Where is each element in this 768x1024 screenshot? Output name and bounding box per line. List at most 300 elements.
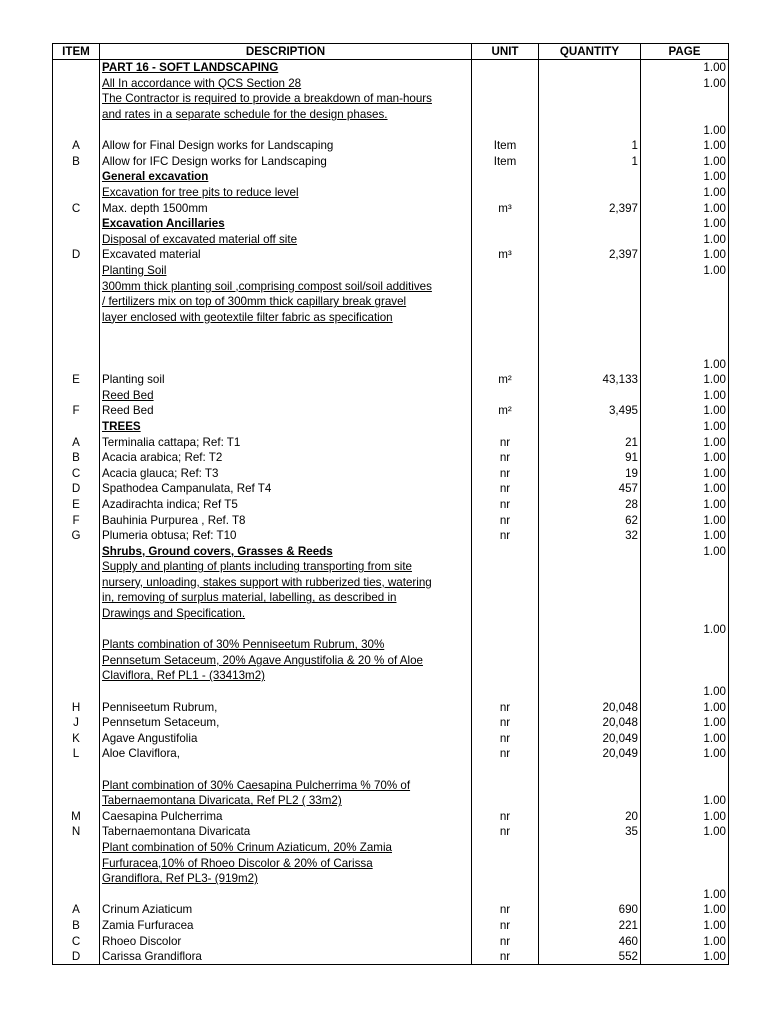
quantity-cell: 2,397 bbox=[539, 200, 641, 216]
table-row bbox=[53, 590, 729, 606]
quantity-cell bbox=[539, 777, 641, 793]
quantity-cell bbox=[539, 419, 641, 435]
item-cell bbox=[53, 185, 100, 201]
item-cell bbox=[53, 637, 100, 653]
item-cell bbox=[53, 886, 100, 902]
description-cell: Supply and planting of plants including transporting from site bbox=[100, 559, 472, 575]
unit-cell bbox=[472, 840, 539, 856]
item-cell bbox=[53, 777, 100, 793]
item-cell: G bbox=[53, 528, 100, 544]
item-cell bbox=[53, 575, 100, 591]
item-cell bbox=[53, 91, 100, 107]
description-cell: nursery, unloading, stakes support with rubberized ties, watering bbox=[100, 575, 472, 591]
item-cell bbox=[53, 668, 100, 684]
page-cell: 1.00 bbox=[641, 76, 729, 92]
page-cell: 1.00 bbox=[641, 154, 729, 170]
unit-cell bbox=[472, 263, 539, 279]
table-row bbox=[53, 731, 729, 747]
quantity-cell bbox=[539, 356, 641, 372]
quantity-cell bbox=[539, 575, 641, 591]
quantity-cell bbox=[539, 76, 641, 92]
unit-cell bbox=[472, 341, 539, 357]
page-cell: 1.00 bbox=[641, 731, 729, 747]
description-cell: Reed Bed bbox=[100, 403, 472, 419]
description-cell bbox=[100, 886, 472, 902]
unit-cell: m³ bbox=[472, 247, 539, 263]
description-cell: Excavation for tree pits to reduce level bbox=[100, 185, 472, 201]
description-cell: General excavation bbox=[100, 169, 472, 185]
description-cell: Rhoeo Discolor bbox=[100, 933, 472, 949]
table-row bbox=[53, 403, 729, 419]
description-cell: Penniseetum Rubrum, bbox=[100, 699, 472, 715]
table-row bbox=[53, 855, 729, 871]
quantity-cell: 20,048 bbox=[539, 699, 641, 715]
page-cell bbox=[641, 341, 729, 357]
page-cell bbox=[641, 637, 729, 653]
page-cell: 1.00 bbox=[641, 169, 729, 185]
page-cell: 1.00 bbox=[641, 247, 729, 263]
item-cell: C bbox=[53, 465, 100, 481]
quantity-cell bbox=[539, 185, 641, 201]
header-page: PAGE bbox=[641, 44, 729, 60]
item-cell bbox=[53, 762, 100, 778]
description-cell: Planting soil bbox=[100, 372, 472, 388]
header-item: ITEM bbox=[53, 44, 100, 60]
item-cell: K bbox=[53, 731, 100, 747]
page-cell bbox=[641, 871, 729, 887]
page-cell: 1.00 bbox=[641, 528, 729, 544]
page-cell: 1.00 bbox=[641, 933, 729, 949]
item-cell bbox=[53, 263, 100, 279]
description-cell: in, removing of surplus material, labelling, as described in bbox=[100, 590, 472, 606]
unit-cell bbox=[472, 543, 539, 559]
quantity-cell bbox=[539, 263, 641, 279]
description-cell: Allow for Final Design works for Landscaping bbox=[100, 138, 472, 154]
table-row bbox=[53, 169, 729, 185]
table-row bbox=[53, 512, 729, 528]
item-cell: D bbox=[53, 247, 100, 263]
unit-cell: Item bbox=[472, 138, 539, 154]
item-cell: C bbox=[53, 200, 100, 216]
quantity-cell: 2,397 bbox=[539, 247, 641, 263]
item-cell bbox=[53, 653, 100, 669]
item-cell bbox=[53, 387, 100, 403]
table-row bbox=[53, 122, 729, 138]
item-cell: B bbox=[53, 154, 100, 170]
table-row bbox=[53, 699, 729, 715]
table-row bbox=[53, 325, 729, 341]
quantity-cell bbox=[539, 325, 641, 341]
description-cell: Acacia glauca; Ref: T3 bbox=[100, 465, 472, 481]
description-cell: Excavation Ancillaries bbox=[100, 216, 472, 232]
description-cell: Plant combination of 50% Crinum Aziaticum, 20% Zamia bbox=[100, 840, 472, 856]
page-cell bbox=[641, 653, 729, 669]
description-cell: Carissa Grandiflora bbox=[100, 949, 472, 965]
unit-cell: nr bbox=[472, 731, 539, 747]
page-cell: 1.00 bbox=[641, 122, 729, 138]
description-cell: PART 16 - SOFT LANDSCAPING bbox=[100, 60, 472, 76]
table-row bbox=[53, 933, 729, 949]
table-row bbox=[53, 434, 729, 450]
item-cell: C bbox=[53, 933, 100, 949]
table-row bbox=[53, 200, 729, 216]
item-cell: E bbox=[53, 372, 100, 388]
table-row bbox=[53, 871, 729, 887]
quantity-cell bbox=[539, 543, 641, 559]
item-cell bbox=[53, 871, 100, 887]
quantity-cell bbox=[539, 559, 641, 575]
table-row bbox=[53, 372, 729, 388]
page-cell: 1.00 bbox=[641, 481, 729, 497]
page-cell bbox=[641, 559, 729, 575]
description-cell bbox=[100, 684, 472, 700]
quantity-cell: 28 bbox=[539, 497, 641, 513]
item-cell bbox=[53, 294, 100, 310]
table-row bbox=[53, 138, 729, 154]
unit-cell bbox=[472, 122, 539, 138]
unit-cell bbox=[472, 310, 539, 326]
page-cell: 1.00 bbox=[641, 356, 729, 372]
description-cell bbox=[100, 325, 472, 341]
quantity-cell bbox=[539, 216, 641, 232]
unit-cell: m² bbox=[472, 403, 539, 419]
quantity-cell bbox=[539, 855, 641, 871]
table-row bbox=[53, 824, 729, 840]
unit-cell: nr bbox=[472, 450, 539, 466]
page-cell: 1.00 bbox=[641, 465, 729, 481]
description-cell: All In accordance with QCS Section 28 bbox=[100, 76, 472, 92]
description-cell: Zamia Furfuracea bbox=[100, 918, 472, 934]
description-cell bbox=[100, 122, 472, 138]
description-cell: Tabernaemontana Divaricata bbox=[100, 824, 472, 840]
unit-cell: nr bbox=[472, 949, 539, 965]
item-cell bbox=[53, 107, 100, 123]
table-row bbox=[53, 310, 729, 326]
item-cell: M bbox=[53, 809, 100, 825]
item-cell bbox=[53, 216, 100, 232]
item-cell: L bbox=[53, 746, 100, 762]
item-cell bbox=[53, 169, 100, 185]
unit-cell: nr bbox=[472, 918, 539, 934]
description-cell: Bauhinia Purpurea , Ref. T8 bbox=[100, 512, 472, 528]
description-cell: Drawings and Specification. bbox=[100, 606, 472, 622]
bill-of-quantities-table bbox=[52, 43, 729, 965]
table-row bbox=[53, 419, 729, 435]
quantity-cell: 460 bbox=[539, 933, 641, 949]
quantity-cell bbox=[539, 310, 641, 326]
item-cell bbox=[53, 232, 100, 248]
description-cell: Caesapina Pulcherrima bbox=[100, 809, 472, 825]
description-cell: Acacia arabica; Ref: T2 bbox=[100, 450, 472, 466]
table-row bbox=[53, 575, 729, 591]
description-cell: Furfuracea,10% of Rhoeo Discolor & 20% of Carissa bbox=[100, 855, 472, 871]
unit-cell: Item bbox=[472, 154, 539, 170]
unit-cell: m² bbox=[472, 372, 539, 388]
quantity-cell bbox=[539, 107, 641, 123]
description-cell: Plant combination of 30% Caesapina Pulcherrima % 70% of bbox=[100, 777, 472, 793]
description-cell: Disposal of excavated material off site bbox=[100, 232, 472, 248]
unit-cell bbox=[472, 107, 539, 123]
quantity-cell bbox=[539, 840, 641, 856]
quantity-cell bbox=[539, 341, 641, 357]
item-cell bbox=[53, 122, 100, 138]
table-row bbox=[53, 294, 729, 310]
item-cell bbox=[53, 325, 100, 341]
unit-cell bbox=[472, 793, 539, 809]
page-cell bbox=[641, 606, 729, 622]
table-row bbox=[53, 107, 729, 123]
table-row bbox=[53, 154, 729, 170]
description-cell: and rates in a separate schedule for the design phases. bbox=[100, 107, 472, 123]
unit-cell bbox=[472, 419, 539, 435]
page-cell: 1.00 bbox=[641, 387, 729, 403]
unit-cell bbox=[472, 559, 539, 575]
item-cell bbox=[53, 840, 100, 856]
unit-cell: nr bbox=[472, 933, 539, 949]
unit-cell bbox=[472, 606, 539, 622]
unit-cell: nr bbox=[472, 481, 539, 497]
unit-cell bbox=[472, 621, 539, 637]
page-cell: 1.00 bbox=[641, 746, 729, 762]
item-cell bbox=[53, 60, 100, 76]
page-cell: 1.00 bbox=[641, 715, 729, 731]
unit-cell bbox=[472, 684, 539, 700]
page-cell: 1.00 bbox=[641, 902, 729, 918]
quantity-cell: 690 bbox=[539, 902, 641, 918]
page-cell: 1.00 bbox=[641, 450, 729, 466]
header-quantity: QUANTITY bbox=[539, 44, 641, 60]
description-cell: Plants combination of 30% Penniseetum Rubrum, 30% bbox=[100, 637, 472, 653]
quantity-cell: 21 bbox=[539, 434, 641, 450]
description-cell: Agave Angustifolia bbox=[100, 731, 472, 747]
table-row bbox=[53, 840, 729, 856]
page-cell bbox=[641, 762, 729, 778]
unit-cell bbox=[472, 777, 539, 793]
table-row bbox=[53, 497, 729, 513]
quantity-cell: 552 bbox=[539, 949, 641, 965]
quantity-cell bbox=[539, 91, 641, 107]
unit-cell: nr bbox=[472, 699, 539, 715]
page-cell: 1.00 bbox=[641, 200, 729, 216]
page-cell: 1.00 bbox=[641, 60, 729, 76]
quantity-cell bbox=[539, 871, 641, 887]
description-cell: Plumeria obtusa; Ref: T10 bbox=[100, 528, 472, 544]
quantity-cell bbox=[539, 278, 641, 294]
quantity-cell bbox=[539, 684, 641, 700]
quantity-cell: 62 bbox=[539, 512, 641, 528]
quantity-cell bbox=[539, 122, 641, 138]
description-cell: Grandiflora, Ref PL3- (919m2) bbox=[100, 871, 472, 887]
description-cell: Excavated material bbox=[100, 247, 472, 263]
unit-cell bbox=[472, 278, 539, 294]
description-cell: Pennsetum Setaceum, bbox=[100, 715, 472, 731]
table-row bbox=[53, 450, 729, 466]
page-cell bbox=[641, 590, 729, 606]
page-cell: 1.00 bbox=[641, 918, 729, 934]
quantity-cell bbox=[539, 653, 641, 669]
page-cell: 1.00 bbox=[641, 699, 729, 715]
table-row bbox=[53, 481, 729, 497]
item-cell bbox=[53, 621, 100, 637]
table-row bbox=[53, 949, 729, 965]
unit-cell: nr bbox=[472, 902, 539, 918]
page-cell: 1.00 bbox=[641, 809, 729, 825]
unit-cell bbox=[472, 387, 539, 403]
header-unit: UNIT bbox=[472, 44, 539, 60]
table-row bbox=[53, 387, 729, 403]
table-row bbox=[53, 91, 729, 107]
quantity-cell: 20 bbox=[539, 809, 641, 825]
table-body bbox=[53, 60, 729, 965]
description-cell bbox=[100, 341, 472, 357]
page-cell: 1.00 bbox=[641, 497, 729, 513]
unit-cell bbox=[472, 886, 539, 902]
table-row bbox=[53, 341, 729, 357]
page-cell: 1.00 bbox=[641, 419, 729, 435]
quantity-cell: 91 bbox=[539, 450, 641, 466]
page-cell: 1.00 bbox=[641, 185, 729, 201]
item-cell bbox=[53, 278, 100, 294]
quantity-cell bbox=[539, 762, 641, 778]
description-cell: Claviflora, Ref PL1 - (33413m2) bbox=[100, 668, 472, 684]
page-cell: 1.00 bbox=[641, 403, 729, 419]
item-cell bbox=[53, 590, 100, 606]
table-row bbox=[53, 653, 729, 669]
quantity-cell bbox=[539, 169, 641, 185]
table-row bbox=[53, 684, 729, 700]
table-row bbox=[53, 216, 729, 232]
table-row bbox=[53, 76, 729, 92]
table-row bbox=[53, 263, 729, 279]
description-cell: / fertilizers mix on top of 300mm thick capillary break gravel bbox=[100, 294, 472, 310]
description-cell: layer enclosed with geotextile filter fabric as specification bbox=[100, 310, 472, 326]
table-row bbox=[53, 247, 729, 263]
quantity-cell bbox=[539, 606, 641, 622]
unit-cell bbox=[472, 169, 539, 185]
quantity-cell bbox=[539, 60, 641, 76]
table-row bbox=[53, 621, 729, 637]
item-cell: F bbox=[53, 403, 100, 419]
unit-cell bbox=[472, 668, 539, 684]
unit-cell bbox=[472, 653, 539, 669]
page-cell: 1.00 bbox=[641, 512, 729, 528]
item-cell: A bbox=[53, 434, 100, 450]
unit-cell bbox=[472, 60, 539, 76]
table-row bbox=[53, 793, 729, 809]
header-description: DESCRIPTION bbox=[100, 44, 472, 60]
page-cell: 1.00 bbox=[641, 824, 729, 840]
unit-cell bbox=[472, 637, 539, 653]
item-cell bbox=[53, 543, 100, 559]
unit-cell bbox=[472, 76, 539, 92]
item-cell bbox=[53, 559, 100, 575]
page-cell bbox=[641, 310, 729, 326]
page-cell bbox=[641, 575, 729, 591]
unit-cell: nr bbox=[472, 809, 539, 825]
page-cell bbox=[641, 668, 729, 684]
item-cell: B bbox=[53, 918, 100, 934]
table-row bbox=[53, 715, 729, 731]
unit-cell: nr bbox=[472, 465, 539, 481]
unit-cell bbox=[472, 590, 539, 606]
item-cell: A bbox=[53, 902, 100, 918]
quantity-cell: 35 bbox=[539, 824, 641, 840]
item-cell: J bbox=[53, 715, 100, 731]
table-row bbox=[53, 918, 729, 934]
quantity-cell bbox=[539, 668, 641, 684]
table-row bbox=[53, 559, 729, 575]
description-cell: Max. depth 1500mm bbox=[100, 200, 472, 216]
quantity-cell: 32 bbox=[539, 528, 641, 544]
page-cell: 1.00 bbox=[641, 434, 729, 450]
unit-cell: m³ bbox=[472, 200, 539, 216]
quantity-cell: 20,049 bbox=[539, 746, 641, 762]
description-cell: Azadirachta indica; Ref T5 bbox=[100, 497, 472, 513]
table-row bbox=[53, 637, 729, 653]
quantity-cell: 3,495 bbox=[539, 403, 641, 419]
unit-cell: nr bbox=[472, 497, 539, 513]
table-row bbox=[53, 465, 729, 481]
description-cell: 300mm thick planting soil ,comprising compost soil/soil additives bbox=[100, 278, 472, 294]
quantity-cell bbox=[539, 590, 641, 606]
item-cell: B bbox=[53, 450, 100, 466]
table-row bbox=[53, 543, 729, 559]
description-cell: Allow for IFC Design works for Landscaping bbox=[100, 154, 472, 170]
description-cell: Tabernaemontana Divaricata, Ref PL2 ( 33m2) bbox=[100, 793, 472, 809]
item-cell: D bbox=[53, 949, 100, 965]
page-cell: 1.00 bbox=[641, 138, 729, 154]
item-cell: N bbox=[53, 824, 100, 840]
page-cell bbox=[641, 325, 729, 341]
item-cell: D bbox=[53, 481, 100, 497]
table-row bbox=[53, 232, 729, 248]
quantity-cell: 43,133 bbox=[539, 372, 641, 388]
table-row bbox=[53, 668, 729, 684]
description-cell: The Contractor is required to provide a breakdown of man-hours bbox=[100, 91, 472, 107]
table-row bbox=[53, 746, 729, 762]
description-cell: Aloe Claviflora, bbox=[100, 746, 472, 762]
table-row bbox=[53, 606, 729, 622]
description-cell: Spathodea Campanulata, Ref T4 bbox=[100, 481, 472, 497]
page-cell: 1.00 bbox=[641, 232, 729, 248]
table-row bbox=[53, 185, 729, 201]
unit-cell bbox=[472, 575, 539, 591]
unit-cell bbox=[472, 294, 539, 310]
item-cell bbox=[53, 341, 100, 357]
unit-cell: nr bbox=[472, 434, 539, 450]
item-cell bbox=[53, 855, 100, 871]
unit-cell: nr bbox=[472, 824, 539, 840]
description-cell: Crinum Aziaticum bbox=[100, 902, 472, 918]
item-cell bbox=[53, 684, 100, 700]
page-cell: 1.00 bbox=[641, 621, 729, 637]
quantity-cell bbox=[539, 621, 641, 637]
quantity-cell: 457 bbox=[539, 481, 641, 497]
item-cell: H bbox=[53, 699, 100, 715]
page-cell bbox=[641, 855, 729, 871]
description-cell: TREES bbox=[100, 419, 472, 435]
table-row bbox=[53, 886, 729, 902]
item-cell bbox=[53, 76, 100, 92]
description-cell: Planting Soil bbox=[100, 263, 472, 279]
table-row bbox=[53, 528, 729, 544]
description-cell: Pennsetum Setaceum, 20% Agave Angustifolia & 20 % of Aloe bbox=[100, 653, 472, 669]
quantity-cell bbox=[539, 637, 641, 653]
unit-cell bbox=[472, 325, 539, 341]
quantity-cell: 20,049 bbox=[539, 731, 641, 747]
unit-cell bbox=[472, 762, 539, 778]
header-row bbox=[53, 44, 729, 60]
